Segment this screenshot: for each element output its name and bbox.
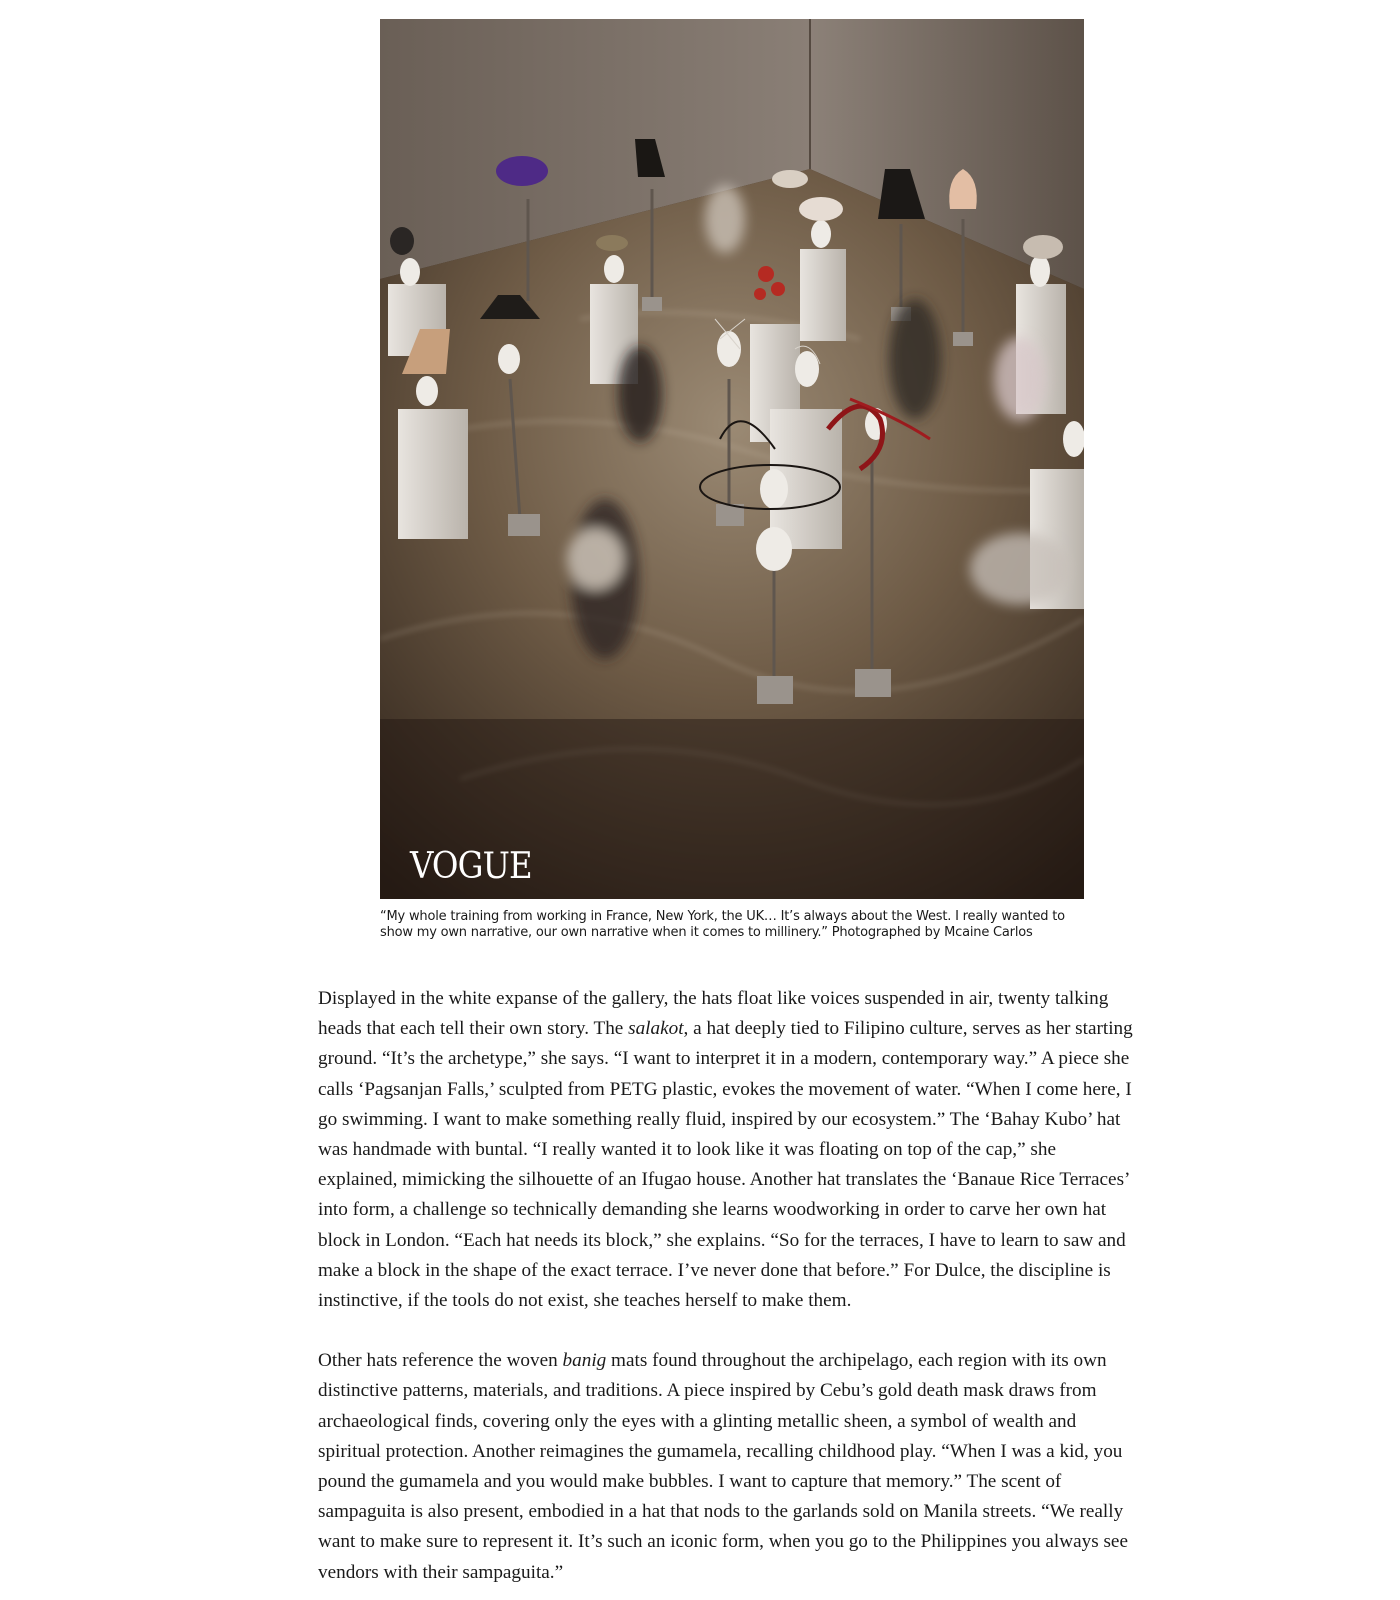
vogue-logo: VOGUE — [410, 846, 532, 887]
article-paragraph — [318, 984, 1140, 1316]
article-body — [318, 984, 1140, 1600]
paragraph-text: mats found throughout the archipelago, each region with its own distinctive patterns, materials, and traditions. A piece inspired by Cebu’s gold death mask draws from archaeological finds, covering only the eyes with a glinting metallic sheen, a symbol of wealth and spiritual protection. Another reimagines the gumamela, recalling childhood play. “When I was a kid, you pound the gumamela and you would make bubbles. I want to capture that memory.” The scent of sampaguita is also present, embodied in a hat that nods to the garlands sold on Manila streets. “We really want to make sure to represent it. It’s such an iconic form, when you go to the Philippines you always see vendors with their sampaguita.” — [318, 1350, 1128, 1583]
paragraph-text: , a hat deeply tied to Filipino culture, serves as her starting ground. “It’s the archetype,” she says. “I want to interpret it in a modern, contemporary way.” A piece she calls ‘Pagsanjan Falls,’ sculpted from PETG plastic, evokes the movement of water. “When I come here, I go swimming. I want to make something really fluid, inspired by our ecosystem.” The ‘Bahay Kubo’ hat was handmade with buntal. “I really wanted it to look like it was floating on top of the cap,” she explained, mimicking the silhouette of an Ifugao house. Another hat translates the ‘Banaue Rice Terraces’ into form, a challenge so technically demanding she learns woodworking in order to carve her own hat block in London. “Each hat needs its block,” she explains. “So for the terraces, I have to learn to saw and make a block in the shape of the exact terrace. I’ve never done that before.” For Dulce, the discipline is instinctive, if the tools do not exist, she teaches herself to make them. — [318, 1018, 1133, 1312]
exhibition-photo-illustration — [380, 19, 1084, 899]
emphasis-banig: banig — [562, 1350, 607, 1372]
article-paragraph — [318, 1346, 1140, 1588]
photo-caption: “My whole training from working in France, New York, the UK… It’s always about the West. I really wanted to show my own narrative, our own narrative when it comes to millinery.” Photographed by Mcaine Carlos — [380, 909, 1065, 940]
article-figure — [380, 19, 1084, 941]
emphasis-salakot: salakot — [628, 1018, 684, 1040]
exhibition-photo — [380, 19, 1084, 899]
paragraph-text: Displayed in the white expanse of the gallery, the hats float like voices suspended in air, twenty talking heads that each tell their own story. The — [318, 988, 1109, 1040]
paragraph-text: Other hats reference the woven — [318, 1350, 563, 1372]
